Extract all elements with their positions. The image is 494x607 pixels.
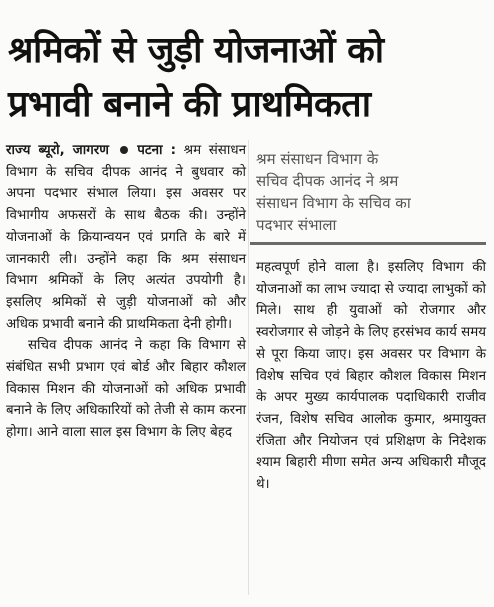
article-left-column <box>6 140 246 444</box>
article-paragraph-3: महत्वपूर्ण होने वाला है। इसलिए विभाग की योजनाओं का लाभ ज्यादा से ज्यादा लाभुकों को मिले। साथ ही युवाओं को रोजगार और स्वरोजगार से जोड़ने के लिए हरसंभव कार्य समय से पूरा किया जाए। इस अवसर पर विभाग के विशेष सचिव एवं बिहार कौशल विकास मिशन के अपर मुख्य कार्यपालक पदाधिकारी राजीव रंजन, विशेष सचिव आलोक कुमार, श्रमायुक्त रंजिता और नियोजन एवं प्रशिक्षण के निदेशक श्याम बिहारी मीणा समेत अन्य अधिकारी मौजूद थे। <box>256 260 486 493</box>
headline <box>8 24 486 132</box>
article-paragraph-2: सचिव दीपक आनंद ने कहा कि विभाग से संबंधित सभी प्रभाग एवं बोर्ड और बिहार कौशल विकास मिशन की योजनाओं को अधिक प्रभावी बनाने के लिए अधिकारियों को तेजी से काम करना होगा। आने वाला साल इस विभाग के लिए बेहद <box>6 338 246 441</box>
headline-line-1: श्रमिकों से जुड़ी योजनाओं को <box>8 30 384 71</box>
subheadline-box <box>250 148 486 245</box>
paragraph-1-text: श्रम संसाधन विभाग के सचिव दीपक आनंद ने बुधवार को अपना पदभार संभाल लिया। इस अवसर पर विभागीय अफसरों के साथ बैठक की। उन्होंने योजनाओं के क्रियान्वयन एवं प्रगति के बारे में जानकारी ली। उन्होंने कहा कि श्रम संसाधन विभाग श्रमिकों के लिए अत्यंत उपयोगी है। इसलिए श्रमिकों से जुड़ी योजनाओं को और अधिक प्रभावी बनाने की प्राथमिकता देनी होगी। <box>6 143 246 332</box>
article-right-column <box>250 148 486 496</box>
column-divider <box>248 140 249 595</box>
subheadline-line-1: श्रम संसाधन विभाग के <box>256 150 379 168</box>
subheadline-line-3: संसाधन विभाग के सचिव का <box>256 194 411 212</box>
bullet-dot-icon <box>120 146 128 154</box>
subheadline-line-2: सचिव दीपक आनंद ने श्रम <box>256 172 399 190</box>
article-paragraph-1 <box>6 140 246 335</box>
headline-line-2: प्रभावी बनाने की प्राथमिकता <box>8 84 371 125</box>
byline-source: राज्य ब्यूरो, जागरण <box>6 143 109 158</box>
subheadline-line-4: पदभार संभाला <box>256 216 337 234</box>
byline-city: पटना : <box>137 143 176 158</box>
